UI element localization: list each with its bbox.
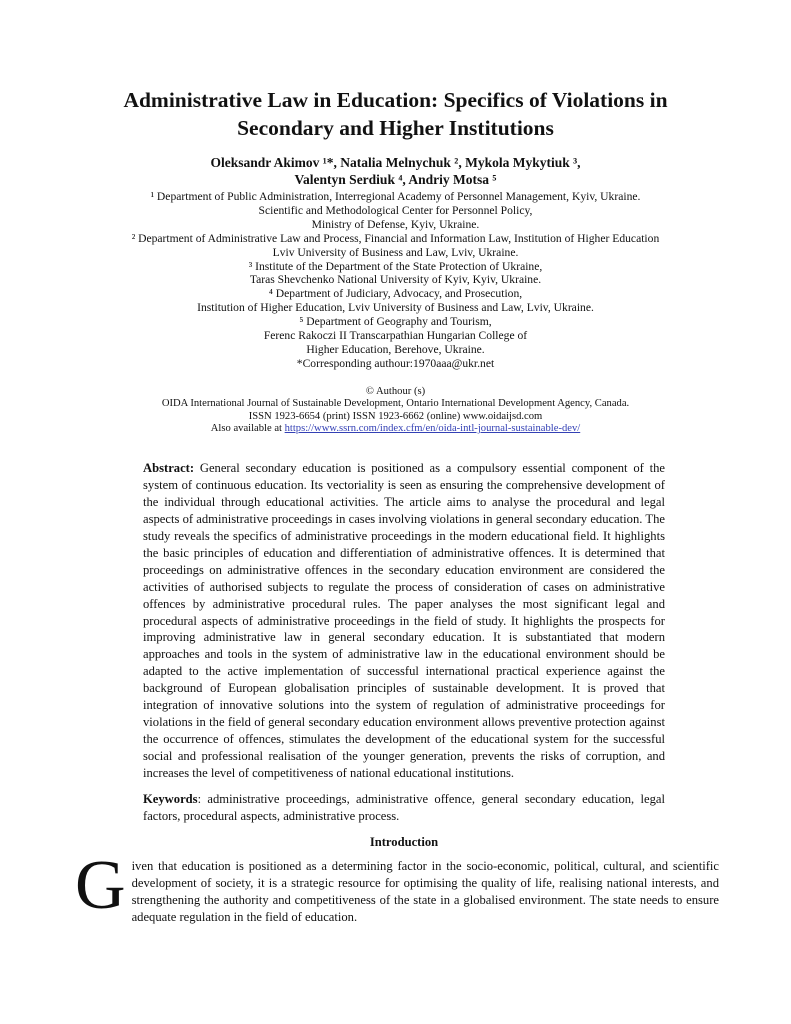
abstract-paragraph	[143, 460, 665, 781]
paper-title-line-1: Administrative Law in Education: Specifics of Violations in	[123, 88, 668, 112]
affiliation-line: Ministry of Defense, Kyiv, Ukraine.	[311, 217, 480, 231]
corresponding-author-line: *Corresponding authour:1970aaa@ukr.net	[296, 356, 495, 370]
paper-title-line-2: Secondary and Higher Institutions	[237, 116, 554, 140]
abstract-text: General secondary education is positioned as a compulsory essential component of the system of continuous education. Its vectoriality is seen as ensuring the comprehensive development of the individual through educational activities. The article aims to analyse the procedural and legal aspects of administrative proceedings in cases involving violations in general secondary education. The study reveals the specifics of administrative proceedings in the modern educational field. It highlights the basic principles of education and differentiation of administrative offences. It is determined that proceedings on administrative offences in the secondary education environment are considered the activities of authorised subjects to regulate the process of consideration of cases on administrative offences by administrative procedural rules. The paper analyses the most significant legal and procedural aspects of administrative proceedings in the field of study. It highlights the prospects for improving administrative law in general secondary education. It is substantiated that modern approaches and tools in the system of administrative law in the educational environment should be adapted to the active implementation of successful international practical experience against the background of European globalisation principles of sustainable development. It is proved that integration of innovative solutions into the system of regulation of administrative proceedings for violations in the field of general secondary education environment allows preventive protection against the occurrence of offences, stimulates the development of the educational system for the successful social and professional realisation of the younger generation, prevents the risks of corruption, and increases the level of competitiveness of national educational institutions.	[143, 461, 665, 780]
ssrn-journal-link[interactable]: https://www.ssrn.com/index.cfm/en/oida-intl-journal-sustainable-dev/	[284, 423, 581, 434]
affiliations-block	[0, 190, 791, 371]
publisher-block	[0, 386, 791, 436]
introduction-paragraph	[62, 847, 719, 926]
affiliation-line: Taras Shevchenko National University of Kyiv, Kyiv, Ukraine.	[249, 273, 542, 287]
affiliation-line: ⁵ Department of Geography and Tourism,	[299, 315, 492, 329]
authors-line-2: Valentyn Serdiuk ⁴, Andriy Motsa ⁵	[294, 171, 497, 187]
affiliation-line: Higher Education, Berehove, Ukraine.	[306, 342, 485, 356]
affiliation-line: Institution of Higher Education, Lviv University of Business and Law, Lviv, Ukraine.	[197, 301, 594, 315]
keywords-paragraph	[143, 791, 665, 825]
keywords-section	[143, 791, 665, 825]
keywords-text: : administrative proceedings, administrative offence, general secondary education, legal factors, procedural aspects, administrative process.	[143, 791, 665, 823]
affiliation-line: ¹ Department of Public Administration, Interregional Academy of Personnel Management, Kyiv, Ukraine.	[150, 190, 641, 203]
introduction-text: iven that education is positioned as a determining factor in the socio-economic, political, cultural, and scientific development of society, it is a strategic resource for optimising the quality of life, realising national interests, and strengthening the authority and competitiveness of the state in a globalised environment. The state needs to ensure adequate regulation in the field of education.	[131, 859, 719, 925]
author-list	[0, 155, 791, 188]
abstract-section	[143, 460, 665, 781]
paper-title	[55, 86, 736, 142]
availability-line	[0, 423, 791, 435]
availability-prefix: Also available at	[210, 423, 285, 434]
affiliation-line: ² Department of Administrative Law and Process, Financial and Information Law, Institution of Higher Education	[131, 231, 660, 245]
abstract-label: Abstract:	[143, 461, 195, 476]
affiliation-line: Lviv University of Business and Law, Lviv, Ukraine.	[272, 245, 519, 259]
drop-cap: G	[75, 847, 126, 925]
authors-line-1: Oleksandr Akimov ¹*, Natalia Melnychuk ², Mykola Mykytiuk ³,	[210, 155, 581, 170]
journal-line: OIDA International Journal of Sustainable Development, Ontario International Development Agency, Canada.	[161, 398, 630, 410]
affiliation-line: Scientific and Methodological Center for Personnel Policy,	[258, 203, 533, 217]
affiliation-line: ³ Institute of the Department of the State Protection of Ukraine,	[248, 259, 543, 273]
copyright-line: © Authour (s)	[365, 385, 426, 397]
affiliation-line: Ferenc Rakoczi II Transcarpathian Hungarian College of	[263, 329, 528, 343]
keywords-label: Keywords	[143, 791, 198, 806]
introduction-heading: Introduction	[369, 835, 439, 850]
issn-line: ISSN 1923-6654 (print) ISSN 1923-6662 (online) www.oidaijsd.com	[248, 410, 543, 422]
affiliation-line: ⁴ Department of Judiciary, Advocacy, and Prosecution,	[268, 287, 523, 301]
